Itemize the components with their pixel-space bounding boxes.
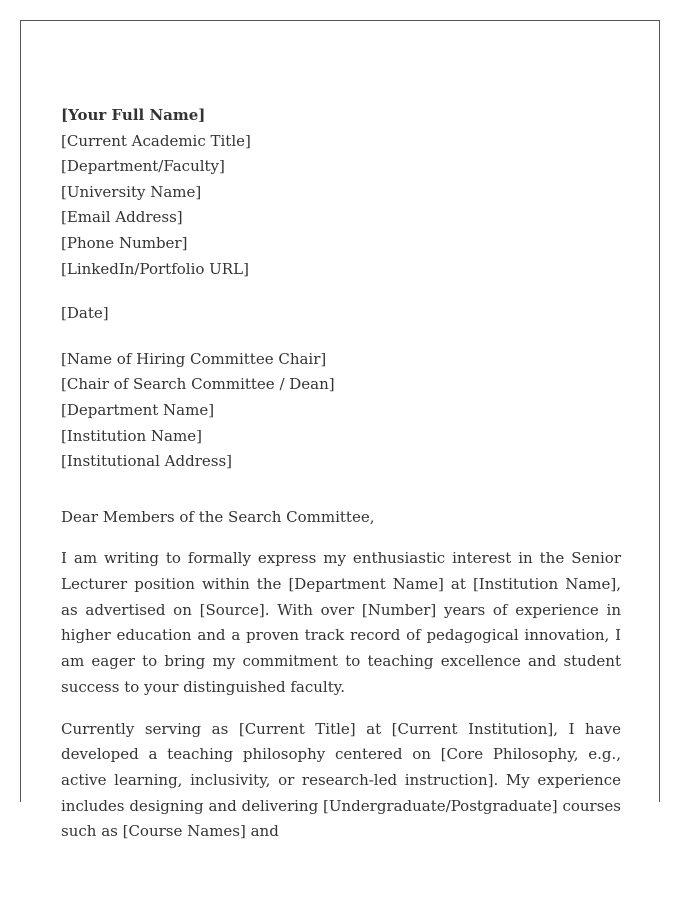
sender-title: [Current Academic Title] bbox=[61, 131, 251, 150]
recipient-role: [Chair of Search Committee / Dean] bbox=[61, 375, 335, 394]
sender-name: [Your Full Name] bbox=[61, 106, 206, 124]
recipient-address: [Institutional Address] bbox=[61, 452, 233, 471]
sender-email: [Email Address] bbox=[61, 208, 183, 227]
body-paragraph: Currently serving as [Current Title] at [Current Institution], I have developed a teaching philosophy centered on [Core Philosophy, e.g., active learning, inclusivity, or research-led instruction]. My experience includes designing and delivering [Undergraduate/Postgraduate] courses such as [Course Names] and bbox=[61, 719, 621, 841]
sender-department: [Department/Faculty] bbox=[61, 157, 225, 176]
recipient-block bbox=[61, 347, 621, 475]
body-paragraph: I am writing to formally express my enthusiastic interest in the Senior Lecturer position within the [Department Name] at [Institution Name], as advertised on [Source]. With over [Number] years of experience in higher education and a proven track record of pedagogical innovation, I am eager to bring my commitment to teaching excellence and student success to your distinguished faculty. bbox=[61, 549, 621, 696]
letter-content bbox=[61, 103, 621, 845]
salutation: Dear Members of the Search Committee, bbox=[61, 507, 375, 526]
recipient-department: [Department Name] bbox=[61, 400, 215, 419]
recipient-name: [Name of Hiring Committee Chair] bbox=[61, 349, 327, 368]
recipient-institution: [Institution Name] bbox=[61, 426, 202, 445]
letter-date: [Date] bbox=[61, 304, 109, 323]
letter-page bbox=[20, 20, 660, 841]
sender-phone: [Phone Number] bbox=[61, 233, 188, 252]
sender-university: [University Name] bbox=[61, 182, 202, 201]
sender-block bbox=[61, 103, 621, 282]
sender-linkedin: [LinkedIn/Portfolio URL] bbox=[61, 259, 249, 278]
